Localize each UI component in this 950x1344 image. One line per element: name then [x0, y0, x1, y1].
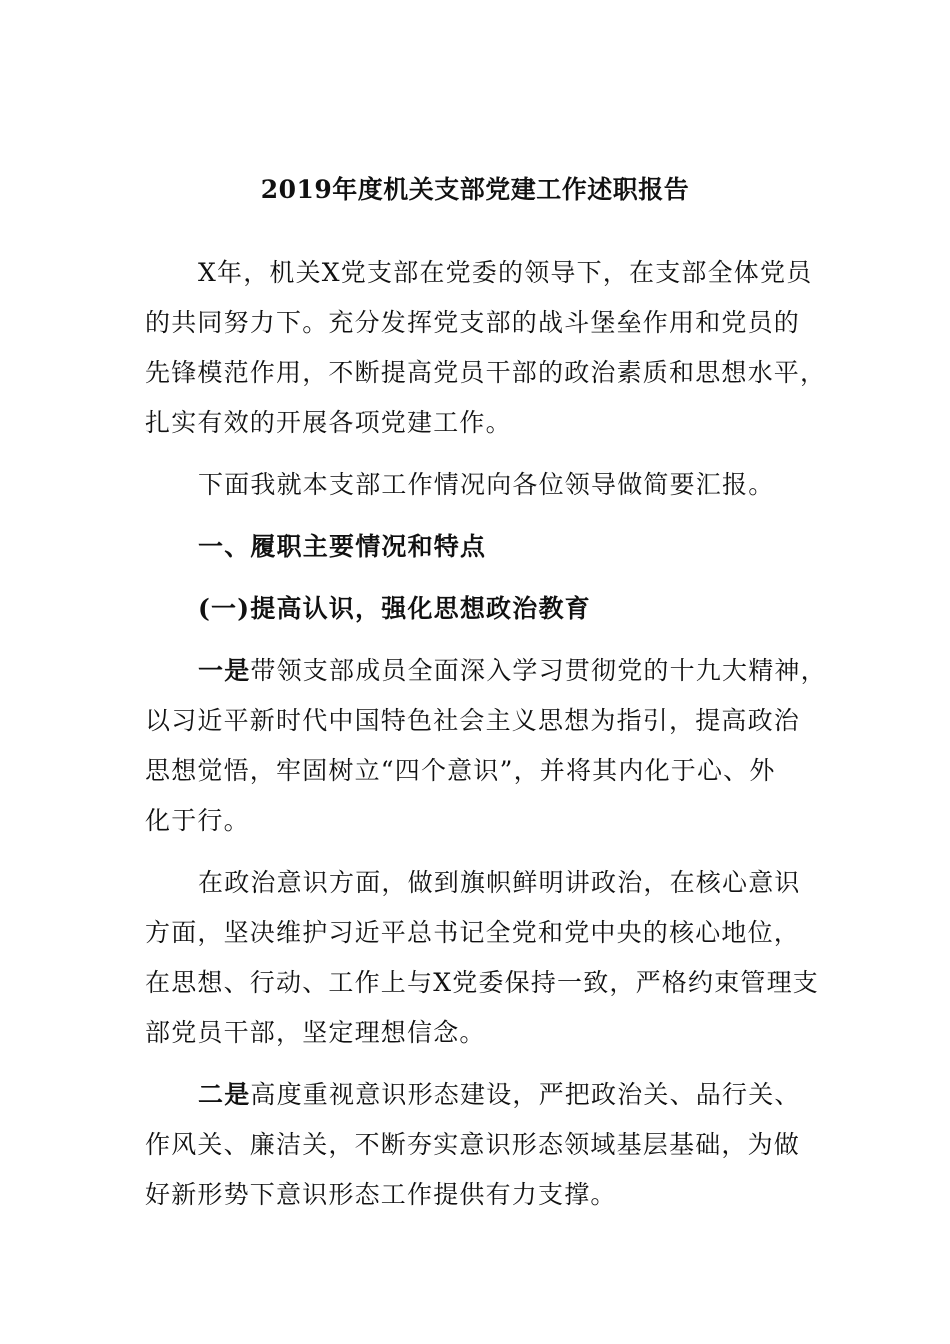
point-one-lead: 一是: [198, 656, 251, 685]
point-two-line-3: 好新形势下意识形态工作提供有力支撑。: [145, 1180, 617, 1209]
political-awareness-paragraph: [145, 858, 820, 1058]
point-two-lead: 二是: [198, 1080, 251, 1109]
point-one-line-2: 以习近平新时代中国特色社会主义思想为指引，提高政治: [145, 706, 801, 735]
section-heading-1-text: 一、履职主要情况和特点: [198, 532, 487, 561]
political-awareness-line-2: 方面，坚决维护习近平总书记全党和党中央的核心地位，: [145, 918, 801, 947]
point-two-line-1-text: 高度重视意识形态建设，严把政治关、品行关、: [250, 1080, 801, 1109]
document-title: 2019年度机关支部党建工作述职报告: [260, 175, 690, 204]
point-two-paragraph: [145, 1070, 810, 1220]
political-awareness-line-4: 部党员干部，坚定理想信念。: [145, 1018, 486, 1047]
subsection-heading-1: [145, 584, 810, 634]
intro-line-4: 扎实有效的开展各项党建工作。: [145, 408, 512, 437]
intro-paragraph: [145, 248, 827, 448]
intro-line-1: X年，机关X党支部在党委的领导下，在支部全体党员: [198, 258, 813, 287]
political-awareness-line-1: 在政治意识方面，做到旗帜鲜明讲政治，在核心意识: [198, 868, 801, 897]
section-heading-1: [145, 522, 810, 572]
point-two-line-2: 作风关、廉洁关，不断夯实意识形态领域基层基础，为做: [145, 1130, 801, 1159]
point-one-line-4: 化于行。: [145, 806, 250, 835]
point-one-line-3: 思想觉悟，牢固树立“四个意识”，并将其内化于心、外: [145, 756, 776, 785]
point-one-line-1-text: 带领支部成员全面深入学习贯彻党的十九大精神，: [250, 656, 827, 685]
intro-line-3: 先锋模范作用，不断提高党员干部的政治素质和思想水平，: [145, 358, 827, 387]
point-two-line-1: [145, 1070, 810, 1120]
report-intro-line: 下面我就本支部工作情况向各位领导做简要汇报。: [198, 470, 775, 499]
subsection-heading-1-text: (一)提高认识，强化思想政治教育: [198, 594, 591, 623]
political-awareness-line-3: 在思想、行动、工作上与X党委保持一致，严格约束管理支: [145, 968, 820, 997]
point-one-paragraph: [145, 646, 827, 846]
intro-line-2: 的共同努力下。充分发挥党支部的战斗堡垒作用和党员的: [145, 308, 801, 337]
point-one-line-1: [145, 646, 827, 696]
report-intro-paragraph: [145, 460, 810, 510]
